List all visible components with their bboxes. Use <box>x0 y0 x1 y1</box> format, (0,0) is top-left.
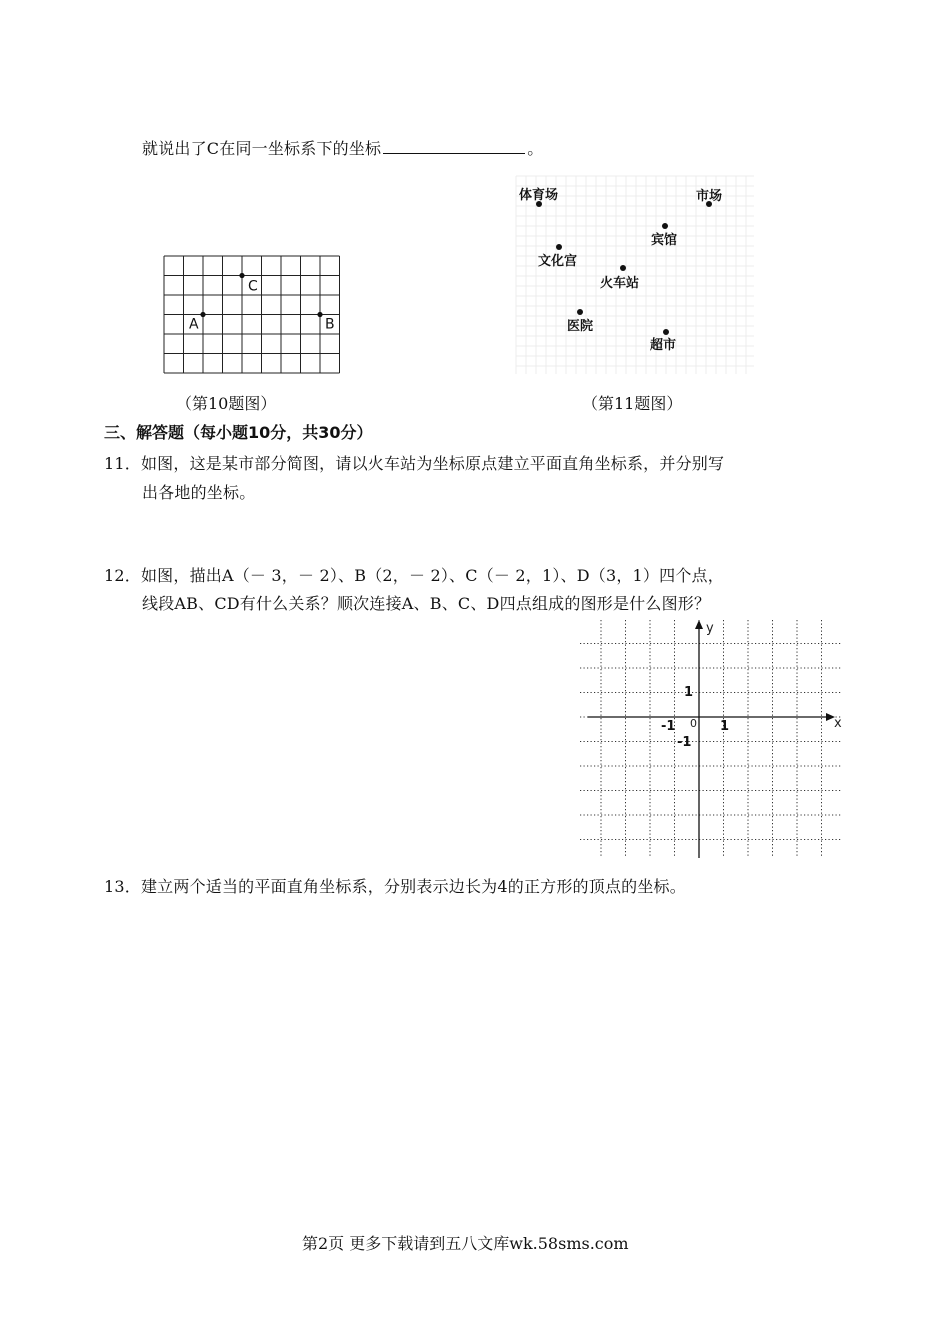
place-label: 医院 <box>567 319 594 334</box>
point-label-b: B <box>325 316 335 333</box>
place-label: 市场 <box>696 189 723 204</box>
place-label: 文化宫 <box>538 254 578 269</box>
fig11-city-map <box>512 172 758 378</box>
page-footer: 第2页 更多下载请到五八文库wk.58sms.com <box>302 1234 629 1253</box>
q11-line1 <box>104 451 724 474</box>
fig11-place-chaoshi <box>650 329 676 353</box>
place-dot <box>663 329 669 335</box>
point-b <box>317 312 322 317</box>
q10-tail-line <box>142 136 543 159</box>
fig12-coordinate-plane <box>572 614 848 864</box>
q13-line <box>104 874 686 897</box>
point-label-c: C <box>248 278 258 295</box>
y-axis-label: y <box>706 621 714 636</box>
q13-number: 13． <box>104 877 141 896</box>
fig11-caption: （第11题图） <box>582 394 683 413</box>
fig10-caption: （第10题图） <box>176 394 277 413</box>
x-tick-pos-label: 1 <box>720 719 730 734</box>
q13-text: 建立两个适当的平面直角坐标系，分别表示边长为4的正方形的顶点的坐标。 <box>140 877 686 896</box>
y-axis-arrow-icon <box>695 620 703 629</box>
fig11-place-binguan <box>651 223 677 248</box>
x-axis-label: x <box>834 716 842 731</box>
y-tick-neg-label: -1 <box>677 735 692 750</box>
place-dot <box>662 223 668 229</box>
q11-number: 11． <box>104 454 141 473</box>
fig10-grid-figure <box>158 250 348 380</box>
fig11-place-wenhuagong <box>538 244 577 269</box>
point-a <box>200 312 205 317</box>
q12-number: 12． <box>104 566 141 585</box>
answer-blank <box>383 139 525 154</box>
place-dot <box>577 309 583 315</box>
fig11-place-yiyuan <box>567 309 593 334</box>
q12-line2: 线段AB、CD有什么关系？顺次连接A、B、C、D四点组成的图形是什么图形？ <box>142 594 711 613</box>
q11-line2: 出各地的坐标。 <box>142 483 256 502</box>
q10-tail-end: 。 <box>527 139 544 158</box>
q10-tail-text: 就说出了C在同一坐标系下的坐标 <box>142 139 382 158</box>
place-label: 火车站 <box>600 276 640 291</box>
x-tick-neg-label: -1 <box>661 719 676 734</box>
place-dot <box>556 244 562 250</box>
place-dot <box>620 265 626 271</box>
fig12-dotted-grid <box>580 620 842 858</box>
fig10-grid-lines <box>164 256 340 373</box>
place-label: 宾馆 <box>651 233 678 248</box>
section3-heading: 三、解答题（每小题10分，共30分） <box>104 423 373 442</box>
q12-line1 <box>104 563 724 586</box>
fig11-place-tiyuchang <box>519 187 558 207</box>
place-label: 超市 <box>650 338 677 353</box>
point-label-a: A <box>189 316 199 333</box>
point-c <box>239 273 244 278</box>
origin-label: 0 <box>690 717 697 730</box>
q12-text-line1: 如图，描出A（－ 3，－ 2）、B（2，－ 2）、C（－ 2，1）、D（3，1）四个点， <box>140 566 724 585</box>
q11-text-line1: 如图，这是某市部分简图，请以火车站为坐标原点建立平面直角坐标系，并分别写 <box>140 454 725 473</box>
fig11-place-shichang <box>696 188 722 207</box>
y-tick-pos-label: 1 <box>684 685 694 700</box>
fig11-faint-grid <box>516 176 754 374</box>
place-label: 体育场 <box>519 188 559 203</box>
